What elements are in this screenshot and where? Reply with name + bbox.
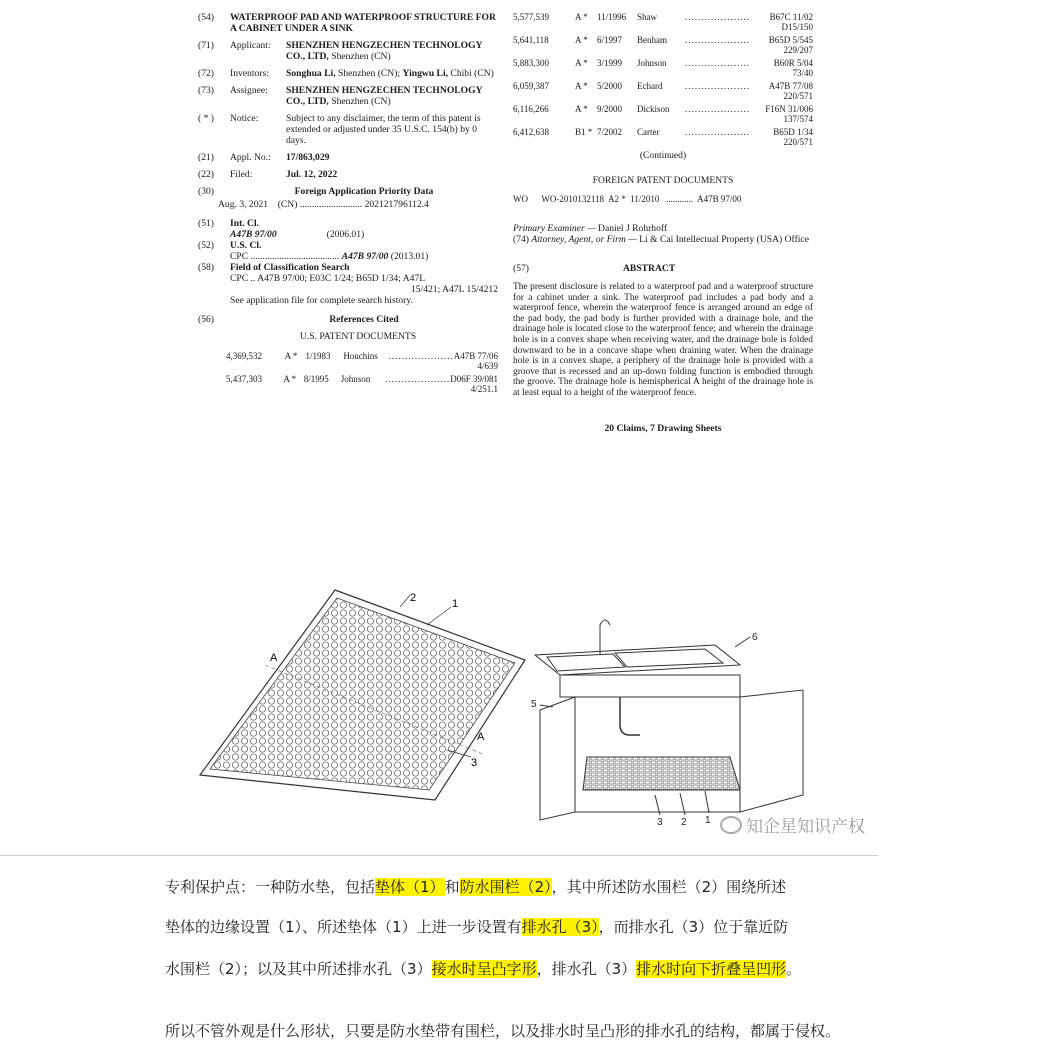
reference-subclass: D15/150 [781,22,813,32]
references-field: (56) References Cited [198,314,399,325]
highlight-convex: 接水时呈凸字形 [431,960,537,978]
faucet [600,620,610,655]
pad-figure [200,590,525,800]
label-1: 1 [452,598,459,610]
reference-subclass: 4/639 [477,361,498,371]
counter-front [560,675,740,697]
appl-no-field: (21) Appl. No.: 17/863,029 [198,152,330,163]
attorney: (74) Attorney, Agent, or Firm — Li & Cai Intellectual Property (USA) Office [513,234,809,245]
leader-2 [400,595,410,607]
leader-1 [427,607,451,625]
reference-row: 5,883,300 A * 3/1999 Johnson .................... B60R 5/04 [513,58,813,68]
continued-label: (Continued) [639,150,687,161]
foreign-docs-heading: FOREIGN PATENT DOCUMENTS [592,175,734,186]
label-5: 5 [531,699,537,710]
commentary-line-3: 水围栏（2）；以及其中所述排水孔（3）接水时呈凸字形，排水孔（3）排水时向下折叠呈凹形。 [165,960,802,978]
right-door [740,690,803,812]
pad-body-honeycomb [210,598,515,790]
reference-row: 6,412,638 B1 * 7/2002 Carter .................... B65D 1/34 [513,127,813,137]
priority-row: Aug. 3, 2021 (CN) .......................... 202121796112.4 [218,199,429,210]
highlight-concave: 排水时向下折叠呈凹形 [636,960,787,978]
cabinet-body [575,697,740,812]
commentary-conclusion: 所以不管外观是什么形状，只要是防水垫带有围栏，以及排水时呈凸形的排水孔的结构，都属于侵权。 [165,1022,841,1040]
foreign-docs-row: WO WO-2010132118 A2 * 11/2010 ............ A47B 97/00 [513,194,742,204]
reference-row: 6,059,387 A * 5/2000 Echard .................... A47B 77/08 [513,81,813,91]
label-bottom-2: 2 [681,817,687,828]
inventors-field: (72) Inventors: Songhua Li, Shenzhen (CN); Yingwu Li, Chibi (CN) [198,68,494,79]
patent-title: WATERPROOF PAD AND WATERPROOF STRUCTURE FOR A CABINET UNDER A SINK [230,12,496,34]
assignee-field: (73) Assignee: SHENZHEN HENGZECHEN TECHNOLOGY CO., LTD, Shenzhen (CN) [198,85,483,107]
cabinet-figure [535,620,803,820]
abstract-heading-row: (57) ABSTRACT [513,263,676,274]
us-patent-docs-heading: U.S. PATENT DOCUMENTS [299,331,417,342]
reference-subclass: 220/571 [783,91,813,101]
field-of-search: (58) Field of Classification Search CPC .. A47B 97/00; E03C 1/24; B65D 1/34; A47L 15/421; A47L 15/4212 See application file for complete search history. [198,262,498,306]
reference-subclass: 137/574 [783,114,813,124]
reference-subclass: 73/40 [792,68,813,78]
reference-subclass: 229/207 [783,45,813,55]
cabinet-pad-grate [583,757,740,790]
label-3: 3 [471,757,478,769]
applicant-field: (71) Applicant: SHENZHEN HENGZECHEN TECHNOLOGY CO., LTD, Shenzhen (CN) [198,40,483,62]
section-divider [0,855,878,856]
leader-6 [735,637,750,647]
int-cl-field: (51) Int. Cl. A47B 97/00 (2006.01) [198,218,365,240]
reference-subclass: 220/571 [783,137,813,147]
abstract-text: The present disclosure is related to a waterproof pad and a waterproof structure for a cabinet under a sink. The waterproof pad includes a pad body and a waterproof fence, wherein the waterproof fence is arranged around an edge of the pad body, the pad body is further provided with a drainage hole, and the drainage hole is located close to the waterproof fence; and wherein the drainage hole is in a convex shape when receiving water, and the drainage hole is folded downward to be in a concave shape when draining water. When the drainage hole is in a convex shape, a periphery of the drainage hole is provided with a groove that is recessed and an up-down folding function is embodied through the groove. The drainage hole is hemispherical A height of the drainage hole is at least equal to a height of the waterproof fence. [513,282,813,398]
references-right-list [513,12,813,147]
commentary-line-2: 垫体的边缘设置（1）、所述垫体（1）上进一步设置有排水孔（3），而排水孔（3）位于靠近防 [165,918,789,936]
reference-subclass: 4/251.1 [470,384,498,394]
patent-figures [195,585,880,845]
highlight-pad-body: 垫体（1） [375,878,445,896]
highlight-fence: 防水围栏（2） [459,878,552,896]
notice-field: ( * ) Notice: Subject to any disclaimer, the term of this patent is extended or adjusted under 35 U.S.C. 154(b) by 0 days. [198,113,481,146]
patent-front-page [198,0,818,580]
wechat-icon [720,816,742,834]
commentary-line-1: 专利保护点：一种防水垫，包括垫体（1）和防水围栏（2），其中所述防水围栏（2）围绕所述 [165,878,787,896]
reference-row: 5,577,539 A * 11/1996 Shaw .................... B67C 11/02 [513,12,813,22]
patent-right-column [513,12,813,434]
label-2: 2 [410,592,417,604]
label-6: 6 [752,632,758,643]
reference-row: 5,437,303 A * 8/1995 Johnson .................... D06F 39/081 [226,374,498,384]
highlight-drain-hole: 排水孔（3） [521,918,599,936]
left-door [540,697,575,820]
primary-examiner: Primary Examiner — Daniel J Rohrhoff [513,223,668,234]
reference-row: 5,641,118 A * 6/1997 Benham .................... B65D 5/545 [513,35,813,45]
priority-field: (30) Foreign Application Priority Data [198,186,434,197]
label-a-right: A [477,731,485,743]
reference-row: 6,116,266 A * 9/2000 Dickison .................... F16N 31/006 [513,104,813,114]
reference-row: 4,369,532 A * 1/1983 Houchins .................... A47B 77/06 [226,351,498,361]
label-bottom-3: 3 [657,817,663,828]
label-a-left: A [270,652,278,664]
claims-count: 20 Claims, 7 Drawing Sheets [604,422,722,434]
patent-left-column [198,12,498,397]
filed-field: (22) Filed: Jul. 12, 2022 [198,169,338,180]
references-left-list [198,351,498,394]
label-bottom-1: 1 [705,815,711,826]
title-field: (54) WATERPROOF PAD AND WATERPROOF STRUCTURE FOR A CABINET UNDER A SINK [198,12,498,34]
us-cl-field: (52) U.S. Cl. CPC ..................................... A47B 97/00 (2013.01) [198,240,429,262]
watermark: 知企星知识产权 [720,812,865,837]
